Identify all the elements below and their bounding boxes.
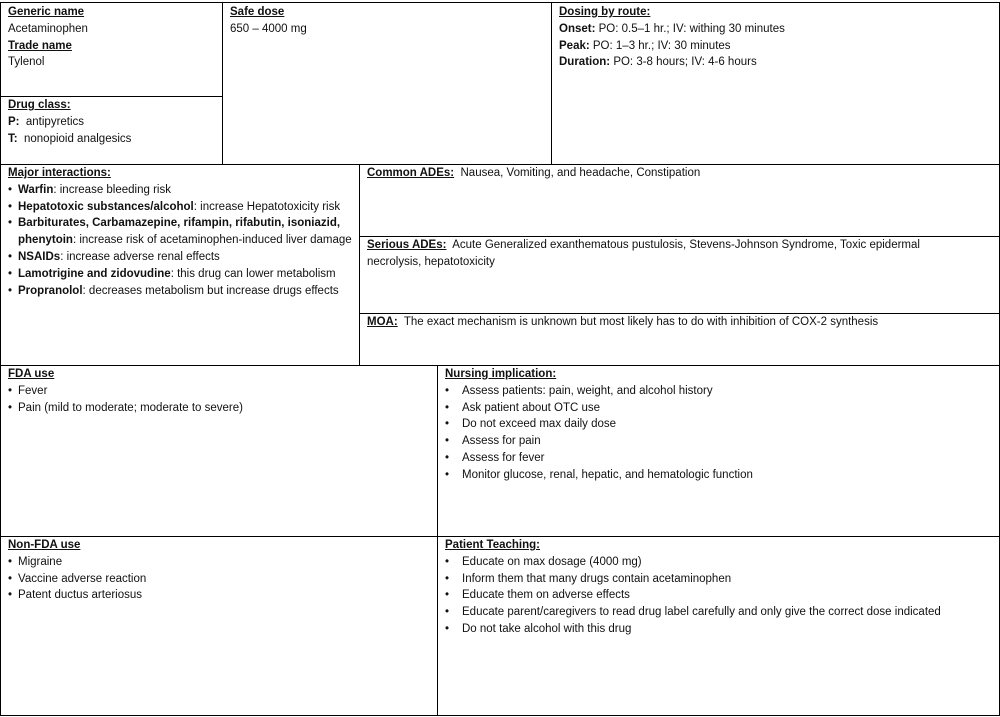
interaction-drug: Warfin: [18, 183, 54, 196]
teaching-label: Patient Teaching:: [445, 539, 540, 551]
interaction-drug: Barbiturates, Carbamazepine, rifampin, rifabutin, isoniazid, phenytoin: [18, 217, 341, 247]
drug-names-cell: [8, 4, 218, 71]
border-left: [0, 2, 1, 716]
therapeutic-class-line: [8, 131, 218, 148]
nursing-item: • Assess for pain: [445, 433, 995, 450]
fda-use-label: FDA use: [8, 368, 55, 380]
nursing-item: • Do not exceed max daily dose: [445, 416, 995, 433]
duration-line: [559, 54, 995, 71]
interaction-effect: : increase bleeding risk: [53, 183, 171, 196]
onset-label: Onset:: [559, 22, 596, 35]
duration-value: PO: 3-8 hours; IV: 4-6 hours: [613, 56, 757, 69]
pharm-class-prefix: P:: [8, 115, 20, 128]
non-fda-use-item: • Vaccine adverse reaction: [8, 571, 433, 588]
interaction-item: [8, 249, 354, 266]
fda-use-cell: [8, 366, 433, 416]
dosing-cell: [559, 4, 995, 71]
interaction-drug: Propranolol: [18, 284, 83, 297]
interaction-effect: : decreases metabolism but increase drugs effects: [82, 284, 339, 297]
interaction-drug: Lamotrigine and zidovudine: [18, 267, 171, 280]
interaction-item: [8, 283, 354, 300]
border-bottom: [0, 715, 1000, 716]
dosing-label: Dosing by route:: [559, 6, 651, 18]
common-ades-label: Common ADEs:: [367, 167, 455, 179]
safe-dose-cell: [230, 4, 545, 38]
divider-col-lower: [437, 365, 438, 716]
drug-class-label: Drug class:: [8, 99, 71, 111]
fda-use-item: • Fever: [8, 383, 433, 400]
trade-name-label: Trade name: [8, 39, 72, 52]
nursing-label: Nursing implication:: [445, 368, 557, 380]
duration-label: Duration:: [559, 56, 611, 69]
fda-use-item: • Pain (mild to moderate; moderate to severe): [8, 400, 433, 417]
therapeutic-class: nonopioid analgesics: [23, 132, 132, 145]
teaching-item: • Educate them on adverse effects: [445, 587, 997, 604]
safe-dose-value: 650 – 4000 mg: [230, 22, 307, 35]
moa-cell: [367, 314, 993, 331]
generic-name: Acetaminophen: [8, 22, 88, 35]
interaction-effect: : increase Hepatotoxicity risk: [193, 200, 341, 213]
interaction-item: [8, 215, 354, 249]
serious-ades-cell: [367, 237, 957, 271]
common-ades-text: Nausea, Vomiting, and headache, Constipation: [460, 167, 701, 179]
interaction-effect: : this drug can lower metabolism: [170, 267, 336, 280]
fda-use-list: [8, 383, 433, 417]
divider-col-dosing: [551, 2, 552, 165]
teaching-item: • Do not take alcohol with this drug: [445, 621, 997, 638]
interactions-list: [8, 182, 354, 300]
drug-class-cell: [8, 97, 218, 147]
border-top: [0, 2, 1000, 3]
nursing-item: • Assess patients: pain, weight, and alcohol history: [445, 383, 995, 400]
onset-line: [559, 21, 995, 38]
serious-ades-label: Serious ADEs:: [367, 239, 447, 251]
divider-col-safe-dose: [222, 2, 223, 165]
interaction-item: [8, 182, 354, 199]
teaching-item: • Inform them that many drugs contain acetaminophen: [445, 571, 997, 588]
non-fda-use-cell: [8, 537, 433, 604]
nursing-item: • Monitor glucose, renal, hepatic, and hematologic function: [445, 467, 995, 484]
non-fda-use-item: • Patent ductus arteriosus: [8, 587, 433, 604]
non-fda-use-label: Non-FDA use: [8, 539, 81, 551]
therapeutic-class-prefix: T:: [8, 132, 18, 145]
non-fda-use-item: • Migraine: [8, 554, 433, 571]
pharm-class: antipyretics: [25, 115, 85, 128]
interaction-item: [8, 266, 354, 283]
nursing-item: • Ask patient about OTC use: [445, 400, 995, 417]
interaction-effect: : increase adverse renal effects: [60, 250, 220, 263]
interaction-effect: : increase risk of acetaminophen-induced liver damage: [72, 234, 352, 247]
peak-label: Peak:: [559, 39, 590, 52]
nursing-cell: [445, 366, 995, 484]
teaching-list: [445, 554, 997, 638]
peak-value: PO: 1–3 hr.; IV: 30 minutes: [592, 39, 731, 52]
onset-value: PO: 0.5–1 hr.; IV: withing 30 minutes: [598, 22, 785, 35]
divider-col-interactions: [359, 164, 360, 366]
teaching-item: • Educate parent/caregivers to read drug label carefully and only give the correct dose indicated: [445, 604, 997, 621]
interactions-cell: [8, 165, 354, 299]
common-ades-cell: [367, 165, 993, 182]
pharm-class-line: [8, 114, 218, 131]
interaction-drug: NSAIDs: [18, 250, 61, 263]
moa-label: MOA:: [367, 316, 398, 328]
peak-line: [559, 38, 995, 55]
interaction-drug: Hepatotoxic substances/alcohol: [18, 200, 194, 213]
nursing-list: [445, 383, 995, 484]
teaching-cell: [445, 537, 997, 638]
serious-ades-text: Acute Generalized exanthematous pustulosis, Stevens-Johnson Syndrome, Toxic epidermal necrolysis, hepatotoxicity: [367, 239, 920, 268]
safe-dose-label: Safe dose: [230, 6, 285, 18]
trade-name: Tylenol: [8, 56, 45, 69]
interactions-label: Major interactions:: [8, 167, 111, 179]
nursing-item: • Assess for fever: [445, 450, 995, 467]
generic-name-label: Generic name: [8, 6, 85, 18]
interaction-item: [8, 199, 354, 216]
non-fda-use-list: [8, 554, 433, 604]
teaching-item: • Educate on max dosage (4000 mg): [445, 554, 997, 571]
moa-text: The exact mechanism is unknown but most likely has to do with inhibition of COX-2 synthesis: [403, 316, 879, 328]
